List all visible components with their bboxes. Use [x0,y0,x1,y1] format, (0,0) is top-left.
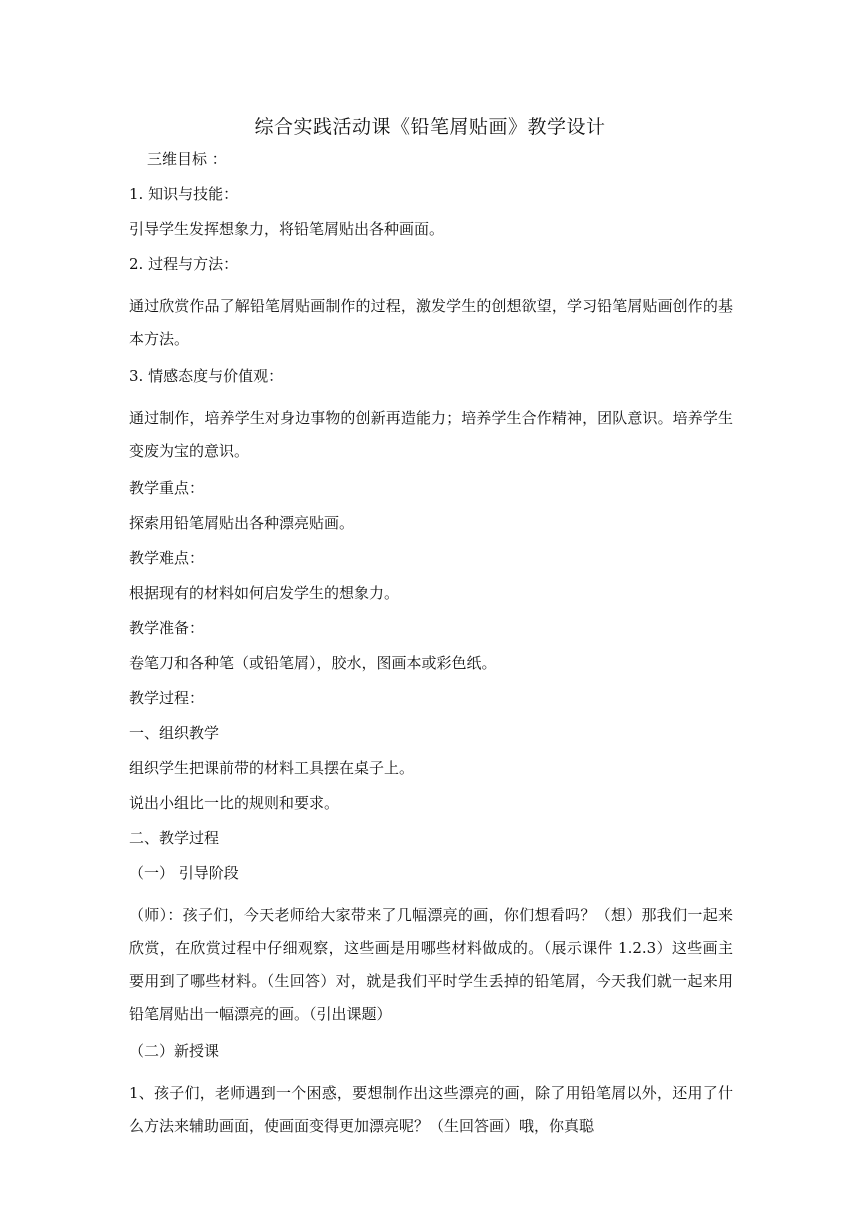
paragraph-process-heading: 2. 过程与方法： [129,255,239,273]
paragraph-section-one-body-1: 组织学生把课前带的材料工具摆在桌子上。 [129,759,415,777]
paragraph-objectives-heading: 三维目标 ： [147,150,227,168]
document-title: 综合实践活动课《铅笔屑贴画》教学设计 [254,116,606,138]
paragraph-preparation-body: 卷笔刀和各种笔（或铅笔屑），胶水，图画本或彩色纸。 [129,654,497,672]
paragraph-difficulties-heading: 教学难点： [129,549,205,567]
paragraph-knowledge-heading: 1. 知识与技能： [129,185,239,203]
paragraph-key-points-heading: 教学重点： [129,479,205,497]
paragraph-guidance-heading: （一） 引导阶段 [129,864,239,882]
paragraph-new-lesson-heading: （二）新授课 [129,1042,220,1060]
paragraph-procedure-heading: 教学过程： [129,689,205,707]
paragraph-section-one-body-2: 说出小组比一比的规则和要求。 [129,794,340,812]
paragraph-process-body: 通过欣赏作品了解铅笔屑贴画制作的过程，激发学生的创想欲望，学习铅笔屑贴画创作的基本方法。 [129,297,733,348]
paragraph-guidance-body: （师）：孩子们，今天老师给大家带来了几幅漂亮的画，你们想看吗？（想）那我们一起来欣赏，在欣赏过程中仔细观察，这些画是用哪些材料做成的。（展示课件 1.2.3）这些画主要用到了哪些材料。（生回答）对，就是我们平时学生丢掉的铅笔屑，今天我们就一起来用铅笔屑贴出一幅漂亮的画。（引出课题） [129,906,733,1023]
paragraph-section-two-heading: 二、教学过程 [129,829,220,847]
paragraph-values-body: 通过制作，培养学生对身边事物的创新再造能力；培养学生合作精神，团队意识。培养学生变废为宝的意识。 [129,409,733,460]
paragraph-preparation-heading: 教学准备： [129,619,205,637]
paragraph-values-heading: 3. 情感态度与价值观： [129,367,284,385]
paragraph-difficulties-body: 根据现有的材料如何启发学生的想象力。 [129,584,400,602]
paragraph-knowledge-body: 引导学生发挥想象力，将铅笔屑贴出各种画面。 [129,220,445,238]
paragraph-section-one-heading: 一、组织教学 [129,724,220,742]
paragraph-new-lesson-body: 1、孩子们，老师遇到一个困惑，要想制作出这些漂亮的画，除了用铅笔屑以外，还用了什么方法来辅助画面，使画面变得更加漂亮呢？（生回答画）哦，你真聪 [129,1084,733,1135]
document-body [129,150,733,1143]
paragraph-key-points-body: 探索用铅笔屑贴出各种漂亮贴画。 [129,514,355,532]
